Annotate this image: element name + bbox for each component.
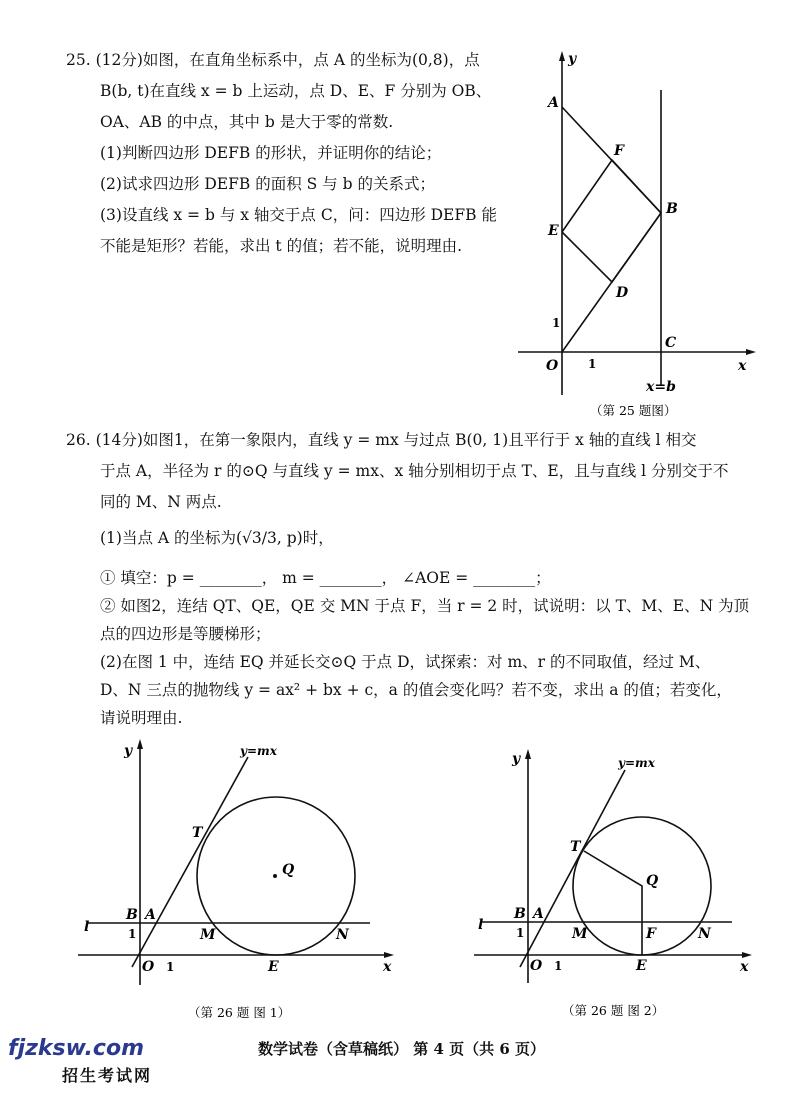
q25-line-3: OA、AB 的中点，其中 b 是大于零的常数. — [100, 113, 394, 131]
fig26-2-label-M: M — [572, 926, 588, 942]
figure-25 — [510, 45, 770, 425]
fig25-quad-DEFB — [562, 160, 661, 282]
q26-part-1-fill: ① 填空：p = ________， m = ________， ∠AOE = ________； — [100, 569, 551, 587]
fig26-2-label-Q: Q — [646, 873, 659, 889]
fig26-1-label-ymx: y=mx — [240, 744, 277, 758]
fig26-1-label-N: N — [336, 927, 349, 943]
fig26-1-label-one-x: 1 — [166, 960, 175, 974]
fig25-label-D: D — [616, 285, 629, 301]
fig26-2-label-x: x — [740, 959, 749, 975]
fig26-2-label-l: l — [478, 917, 484, 933]
fig26-1-line-ymx — [132, 757, 248, 967]
fig25-label-one-x: 1 — [588, 357, 597, 371]
fig26-2-segments-TQ-QE — [584, 851, 642, 955]
fig26-2-y-arrow — [525, 749, 531, 759]
q25-line-2: B(b, t)在直线 x = b 上运动，点 D、E、F 分别为 OB、 — [100, 82, 492, 100]
fig26-1-center-Q — [273, 874, 277, 878]
fig26-1-label-A: A — [145, 907, 156, 923]
q25-part-3: (3)设直线 x = b 与 x 轴交于点 C，问：四边形 DEFB 能 — [100, 206, 497, 224]
q25-part-3-cont: 不能是矩形？若能，求出 t 的值；若不能，说明理由. — [100, 237, 463, 255]
fig26-2-x-arrow — [742, 952, 752, 958]
q25-part-1: (1)判断四边形 DEFB 的形状，并证明你的结论； — [100, 144, 442, 162]
fig26-2-label-y: y — [512, 751, 521, 767]
q26-part-2-cont: D、N 三点的抛物线 y = ax² + bx + c，a 的值会变化吗？若不变，求出 a 的值；若变化， — [100, 681, 732, 699]
fig26-1-label-E: E — [268, 959, 279, 975]
q26-part-1-2: ② 如图2，连结 QT、QE，QE 交 MN 于点 F，当 r = 2 时，试说明：以 T、M、E、N 为顶 — [100, 597, 750, 615]
fig25-label-O: O — [546, 358, 559, 374]
fig25-label-xb: x=b — [646, 379, 676, 395]
fig25-label-C: C — [665, 335, 677, 351]
fig25-label-A: A — [548, 95, 559, 111]
fig26-1-label-x: x — [383, 959, 392, 975]
page-footer: 数学试卷（含草稿纸） 第 4 页（共 6 页） — [258, 1040, 545, 1058]
logo-subtitle: 招生考试网 — [62, 1066, 153, 1085]
fig26-1-y-arrow — [137, 739, 143, 749]
fig25-label-x: x — [738, 358, 747, 374]
fig26-2-label-B: B — [514, 906, 526, 922]
fig26-1-label-T: T — [192, 825, 203, 841]
fig25-caption: （第 25 题图） — [590, 403, 677, 418]
fig26-2-label-one-y: 1 — [516, 926, 525, 940]
q26-part-1: (1)当点 A 的坐标为(√3/3, p)时， — [100, 529, 334, 547]
fig25-x-arrow — [746, 349, 756, 355]
q26-line-3: 同的 M、N 两点. — [100, 493, 222, 511]
figure-26-2 — [470, 745, 770, 1025]
fig26-2-label-N: N — [698, 926, 711, 942]
q26-line-2: 于点 A，半径为 r 的⊙Q 与直线 y = mx、x 轴分别相切于点 T、E，且与直线 l 分别交于不 — [100, 462, 729, 480]
fig26-1-label-O: O — [142, 959, 155, 975]
fig26-2-label-E: E — [636, 958, 647, 974]
fig25-label-B: B — [666, 201, 678, 217]
fig25-label-y: y — [568, 51, 577, 67]
fig25-label-F: F — [614, 143, 624, 159]
q25-line-1: 25. (12分)如图，在直角坐标系中，点 A 的坐标为(0,8)，点 — [66, 51, 480, 69]
figure-26-1 — [70, 735, 410, 1025]
fig26-1-label-y: y — [124, 743, 133, 759]
fig26-1-caption: （第 26 题 图 1） — [188, 1005, 291, 1020]
q26-part-2-end: 请说明理由. — [100, 709, 183, 727]
fig26-2-label-F: F — [646, 926, 656, 942]
fig26-2-label-A: A — [533, 906, 544, 922]
watermark-logo — [8, 1036, 152, 1086]
q26-part-1-2-cont: 点的四边形是等腰梯形； — [100, 625, 271, 643]
fig26-1-label-Q: Q — [282, 862, 295, 878]
fig26-2-caption: （第 26 题 图 2） — [562, 1003, 665, 1018]
fig26-1-label-one-y: 1 — [128, 927, 137, 941]
fig25-label-E: E — [548, 223, 559, 239]
fig26-1-x-arrow — [384, 952, 394, 958]
fig26-2-label-O: O — [530, 958, 543, 974]
q26-line-1: 26. (14分)如图1，在第一象限内，直线 y = mx 与过点 B(0, 1)且平行于 x 轴的直线 l 相交 — [66, 431, 697, 449]
q26-part-2: (2)在图 1 中，连结 EQ 并延长交⊙Q 于点 D，试探索：对 m、r 的不同取值，经过 M、 — [100, 653, 711, 671]
fig25-label-one-y: 1 — [552, 316, 561, 330]
fig26-2-label-one-x: 1 — [554, 959, 563, 973]
q25-part-2: (2)试求四边形 DEFB 的面积 S 与 b 的关系式； — [100, 175, 435, 193]
fig26-1-label-M: M — [200, 927, 216, 943]
logo-text: fjzksw.com — [8, 1036, 144, 1061]
fig25-y-arrow — [559, 51, 565, 61]
fig25-triangle-AB-OB — [562, 107, 661, 352]
fig26-2-label-T: T — [570, 839, 581, 855]
fig26-2-label-ymx: y=mx — [618, 756, 655, 770]
fig26-1-label-l: l — [84, 919, 90, 935]
fig26-1-label-B: B — [126, 907, 138, 923]
